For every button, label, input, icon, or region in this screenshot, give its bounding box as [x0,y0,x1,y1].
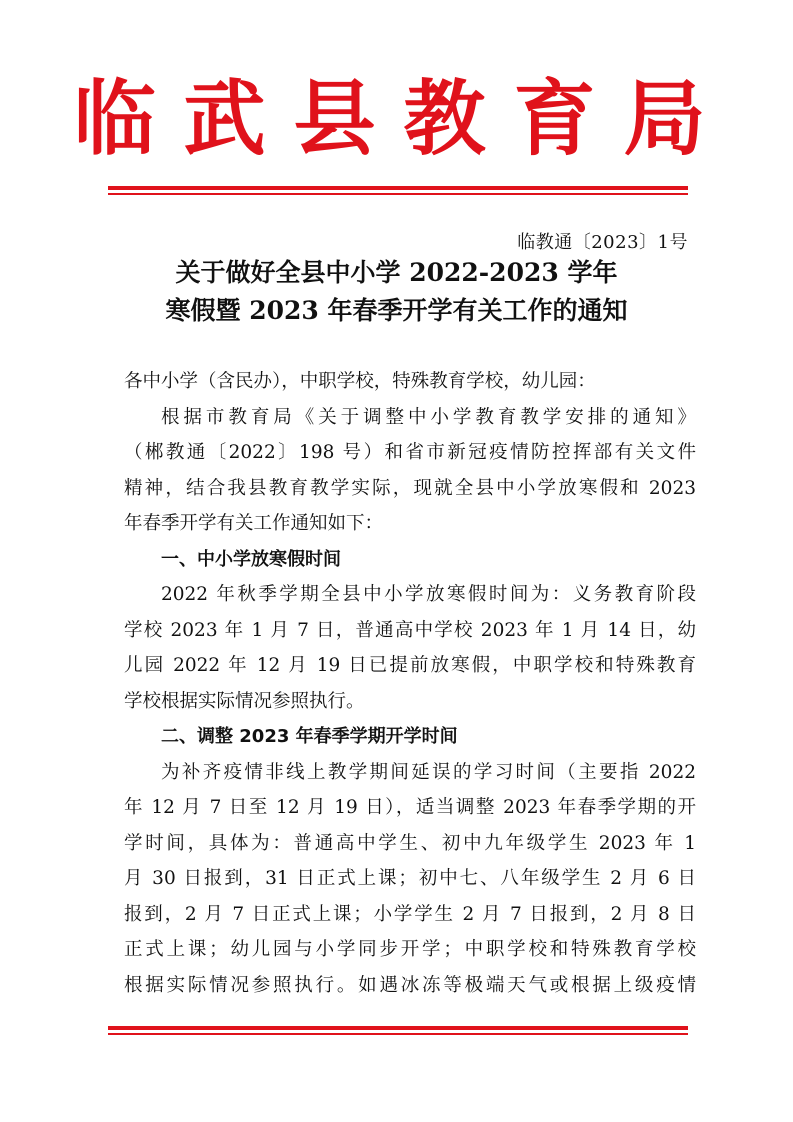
salutation: 各中小学（含民办），中职学校，特殊教育学校，幼儿园： [124,371,596,392]
section-2-line: 正式上课；幼儿园与小学同步开学；中职学校和特殊教育学校 [124,939,696,960]
section-1-heading: 一、中小学放寒假时间 [161,548,341,570]
section-1-line: 学校 2023 年 1 月 7 日，普通高中学校 2023 年 1 月 14 日，幼 [124,619,696,641]
section-1-line: 儿园 2022 年 12 月 19 日已提前放寒假，中职学校和特殊教育 [124,655,696,676]
section-2-line: 报到，2 月 7 日正式上课；小学学生 2 月 7 日报到，2 月 8 日 [124,903,696,925]
section-2-line: 为补齐疫情非线上教学期间延误的学习时间（主要指 2022 [161,761,696,783]
title-line-1: 关于做好全县中小学 2022-2023 学年 [175,258,618,287]
header-rule-thin [108,193,688,195]
section-2-heading: 二、调整 2023 年春季学期开学时间 [161,726,458,747]
section-1-line: 2022 年秋季学期全县中小学放寒假时间为：义务教育阶段 [161,584,696,605]
section-2-line: 年 12 月 7 日至 12 月 19 日），适当调整 2023 年春季学期的开 [124,797,696,818]
header-rule-thick [108,186,688,190]
agency-masthead: 临武县教育局 [73,71,734,167]
intro-line: （郴教通〔2022〕198 号）和省市新冠疫情防控挥部有关文件 [124,442,696,463]
intro-line: 根据市教育局《关于调整中小学教育教学安排的通知》 [161,406,696,428]
document-number: 临教通〔2023〕1号 [517,232,688,253]
intro-line: 精神，结合我县教育教学实际，现就全县中小学放寒假和 2023 [124,477,696,499]
section-2-line: 根据实际情况参照执行。如遇冰冻等极端天气或根据上级疫情 [124,974,696,996]
footer-rule-thin [108,1033,688,1035]
section-2-line: 月 30 日报到，31 日正式上课；初中七、八年级学生 2 月 6 日 [124,868,696,889]
footer-rule-thick [108,1026,688,1030]
section-2-line: 学时间，具体为：普通高中学生、初中九年级学生 2023 年 1 [124,832,696,854]
section-1-line: 学校根据实际情况参照执行。 [124,690,365,712]
intro-line: 年春季开学有关工作通知如下： [124,513,384,534]
title-line-2: 寒假暨 2023 年春季开学有关工作的通知 [165,296,628,325]
document-body [124,364,696,1003]
